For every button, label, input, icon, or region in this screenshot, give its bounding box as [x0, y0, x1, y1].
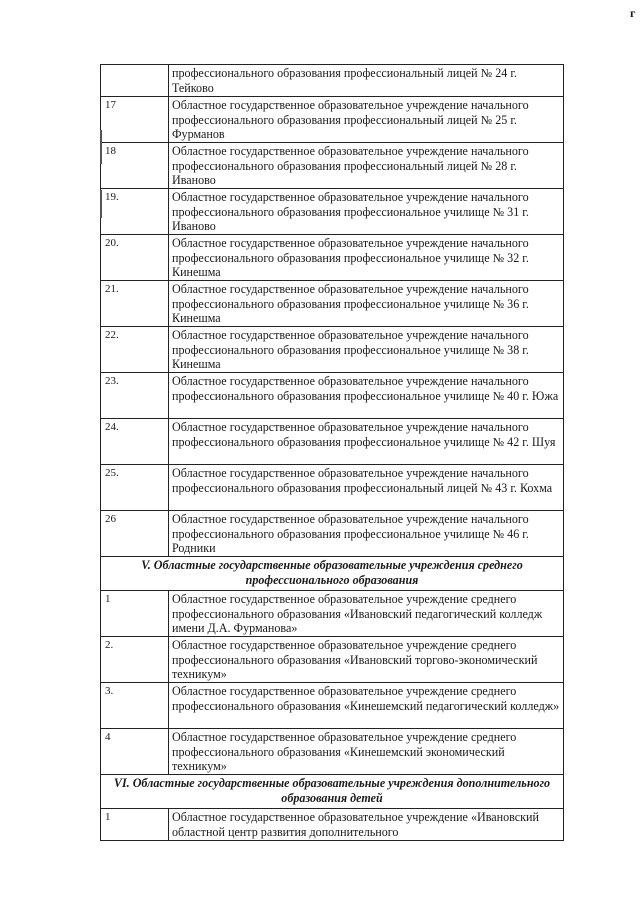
row-number: 23. [101, 373, 169, 419]
institution-name: Областное государственное образовательное учреждение начального профессионального образования профессиональное училище № 42 г. Шуя [169, 419, 564, 465]
table-row [101, 591, 564, 637]
table-row [101, 373, 564, 419]
table-row [101, 465, 564, 511]
table-row [101, 143, 564, 189]
table-row [101, 189, 564, 235]
row-number [101, 65, 169, 97]
table-row [101, 511, 564, 557]
institutions-table [100, 64, 564, 841]
row-number: 22. [101, 327, 169, 373]
table-row [101, 235, 564, 281]
institution-name: Областное государственное образовательное учреждение «Ивановский областной центр развития дополнительного [169, 809, 564, 841]
row-number: 25. [101, 465, 169, 511]
institution-name: профессионального образования профессиональный лицей № 24 г. Тейково [169, 65, 564, 97]
institution-name: Областное государственное образовательное учреждение начального профессионального образования профессиональный лицей № 25 г. Фурманов [169, 97, 564, 143]
institution-name: Областное государственное образовательное учреждение начального профессионального образования профессиональное училище № 40 г. Южа [169, 373, 564, 419]
institution-name: Областное государственное образовательное учреждение среднего профессионального образования «Ивановский педагогический колледж имени Д.А. Фурманова» [169, 591, 564, 637]
binding-mark [100, 190, 102, 218]
corner-mark: г [630, 6, 636, 20]
row-number: 18 [101, 143, 169, 189]
table-row [101, 637, 564, 683]
section-row [101, 775, 564, 809]
institution-name: Областное государственное образовательное учреждение начального профессионального образования профессиональное училище № 36 г. Кинешма [169, 281, 564, 327]
row-number: 4 [101, 729, 169, 775]
table-row [101, 809, 564, 841]
institution-name: Областное государственное образовательное учреждение среднего профессионального образования «Кинешемский педагогический колледж» [169, 683, 564, 729]
table-row [101, 65, 564, 97]
table-row [101, 419, 564, 465]
row-number: 2. [101, 637, 169, 683]
institutions-table-body [101, 65, 564, 841]
row-number: 26 [101, 511, 169, 557]
section-heading-v: V. Областные государственные образовательные учреждения среднего профессионального образования [101, 557, 564, 591]
table-row [101, 683, 564, 729]
institution-name: Областное государственное образовательное учреждение начального профессионального образования профессиональный лицей № 43 г. Кохма [169, 465, 564, 511]
row-number: 20. [101, 235, 169, 281]
row-number: 1 [101, 809, 169, 841]
institution-name: Областное государственное образовательное учреждение начального профессионального образования профессиональное училище № 38 г. Кинешма [169, 327, 564, 373]
table-row [101, 729, 564, 775]
row-number: 24. [101, 419, 169, 465]
row-number: 3. [101, 683, 169, 729]
institution-name: Областное государственное образовательное учреждение начального профессионального образования профессиональное училище № 32 г. Кинешма [169, 235, 564, 281]
institution-name: Областное государственное образовательное учреждение начального профессионального образования профессиональное училище № 46 г. Родники [169, 511, 564, 557]
table-row [101, 97, 564, 143]
row-number: 21. [101, 281, 169, 327]
section-heading-vi: VI. Областные государственные образовательные учреждения дополнительного образования детей [101, 775, 564, 809]
institution-name: Областное государственное образовательное учреждение среднего профессионального образования «Ивановский торгово-экономический техникум» [169, 637, 564, 683]
table-row [101, 281, 564, 327]
row-number: 19. [101, 189, 169, 235]
institution-name: Областное государственное образовательное учреждение начального профессионального образования профессиональный лицей № 28 г. Иваново [169, 143, 564, 189]
institution-name: Областное государственное образовательное учреждение среднего профессионального образования «Кинешемский экономический техникум» [169, 729, 564, 775]
section-row [101, 557, 564, 591]
binding-mark [100, 130, 102, 164]
table-row [101, 327, 564, 373]
institution-name: Областное государственное образовательное учреждение начального профессионального образования профессиональное училище № 31 г. Иваново [169, 189, 564, 235]
row-number: 17 [101, 97, 169, 143]
row-number: 1 [101, 591, 169, 637]
